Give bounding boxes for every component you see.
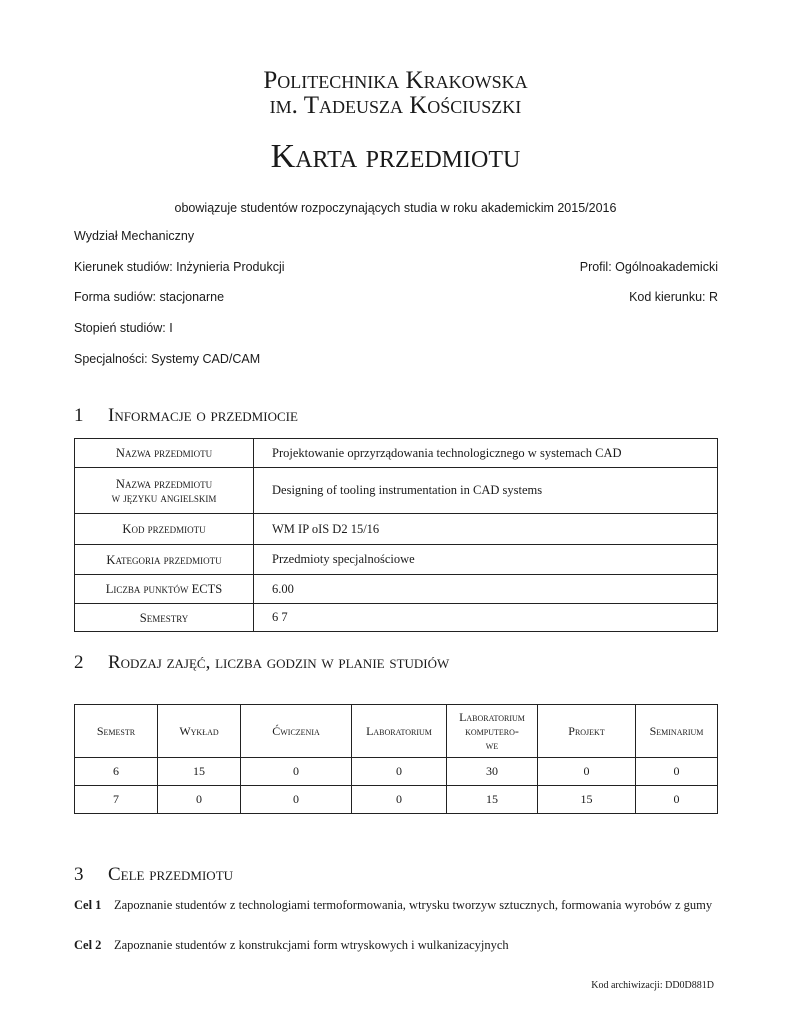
- objective-label: Cel 1: [74, 898, 102, 912]
- page-title: Karta przedmiotu: [270, 138, 521, 175]
- table-key: Liczba punktów ECTS: [75, 575, 254, 604]
- table-cell: 15: [447, 786, 538, 814]
- table-cell: 0: [241, 758, 352, 786]
- objective-label: Cel 2: [74, 938, 102, 952]
- table-key-line: Nazwa przedmiotu: [115, 476, 213, 491]
- section-1-heading: [74, 405, 298, 427]
- column-header-line: we: [485, 738, 499, 752]
- university-line2: im. Tadeusza Kościuszki: [269, 92, 522, 119]
- table-cell: 0: [352, 786, 447, 814]
- table-row: [75, 604, 718, 632]
- objective-item: [74, 897, 720, 931]
- objective-text: Zapoznanie studentów z technologiami termoformowania, wtrysku tworzyw sztucznych, formowania wyrobów z gumy: [114, 898, 713, 912]
- table-key: Nazwa przedmiotu: [75, 439, 254, 468]
- table-key: Kod przedmiotu: [75, 514, 254, 545]
- course-info-table: [74, 438, 718, 632]
- section-number: 3: [74, 864, 84, 885]
- table-value: Projektowanie oprzyrządowania technologicznego w systemach CAD: [254, 439, 718, 468]
- table-cell: 0: [636, 758, 718, 786]
- table-row: [75, 545, 718, 575]
- faculty: Wydział Mechaniczny: [74, 229, 195, 243]
- table-cell: 15: [158, 758, 241, 786]
- study-form: Forma sudiów: stacjonarne: [74, 290, 225, 304]
- table-cell: 0: [241, 786, 352, 814]
- table-cell: 0: [158, 786, 241, 814]
- section-number: 1: [74, 405, 84, 426]
- table-key: Semestry: [75, 604, 254, 632]
- study-level: Stopień studiów: I: [74, 321, 173, 335]
- hours-table: [74, 704, 718, 814]
- university-line1: Politechnika Krakowska: [263, 67, 528, 94]
- table-cell: 0: [538, 758, 636, 786]
- archive-code: Kod archiwizacji: DD0D881D: [591, 980, 714, 991]
- profile: Profil: Ogólnoakademicki: [579, 260, 718, 274]
- section-3-heading: [74, 864, 233, 886]
- section-2-heading: [74, 652, 449, 674]
- table-row: [75, 758, 718, 786]
- table-key: [75, 468, 254, 514]
- table-value: Designing of tooling instrumentation in CAD systems: [254, 468, 718, 514]
- column-header: Seminarium: [636, 705, 718, 758]
- table-value: WM IP oIS D2 15/16: [254, 514, 718, 545]
- table-value: 6 7: [254, 604, 718, 632]
- table-cell: 6: [75, 758, 158, 786]
- table-cell: 30: [447, 758, 538, 786]
- section-number: 2: [74, 652, 84, 673]
- table-cell: 0: [636, 786, 718, 814]
- table-cell: 7: [75, 786, 158, 814]
- section-title: Cele przedmiotu: [108, 864, 234, 885]
- column-header: Laboratorium: [352, 705, 447, 758]
- table-row: [75, 786, 718, 814]
- objective-text: Zapoznanie studentów z konstrukcjami form wtryskowych i wulkanizacyjnych: [114, 938, 509, 952]
- column-header: Projekt: [538, 705, 636, 758]
- column-header: [447, 705, 538, 758]
- table-row: [75, 514, 718, 545]
- column-header-line: Laboratorium: [459, 710, 525, 724]
- validity-note: obowiązuje studentów rozpoczynających studia w roku akademickim 2015/2016: [174, 201, 617, 215]
- table-header-row: [75, 705, 718, 758]
- column-header: Ćwiczenia: [241, 705, 352, 758]
- table-key: Kategoria przedmiotu: [75, 545, 254, 575]
- column-header: Semestr: [75, 705, 158, 758]
- table-key-line: w języku angielskim: [111, 490, 217, 505]
- table-row: [75, 468, 718, 514]
- column-header: Wykład: [158, 705, 241, 758]
- objective-item: [74, 937, 720, 955]
- table-value: 6.00: [254, 575, 718, 604]
- section-title: Informacje o przedmiocie: [108, 405, 298, 426]
- field-code: Kod kierunku: R: [629, 290, 718, 304]
- table-value: Przedmioty specjalnościowe: [254, 545, 718, 575]
- table-cell: 15: [538, 786, 636, 814]
- section-title: Rodzaj zajęć, liczba godzin w planie studiów: [108, 652, 450, 673]
- field-of-study: Kierunek studiów: Inżynieria Produkcji: [74, 260, 285, 274]
- university-name: [0, 68, 791, 118]
- column-header-line: komputero-: [465, 724, 519, 738]
- specialty: Specjalności: Systemy CAD/CAM: [74, 352, 261, 366]
- table-row: [75, 439, 718, 468]
- table-cell: 0: [352, 758, 447, 786]
- table-row: [75, 575, 718, 604]
